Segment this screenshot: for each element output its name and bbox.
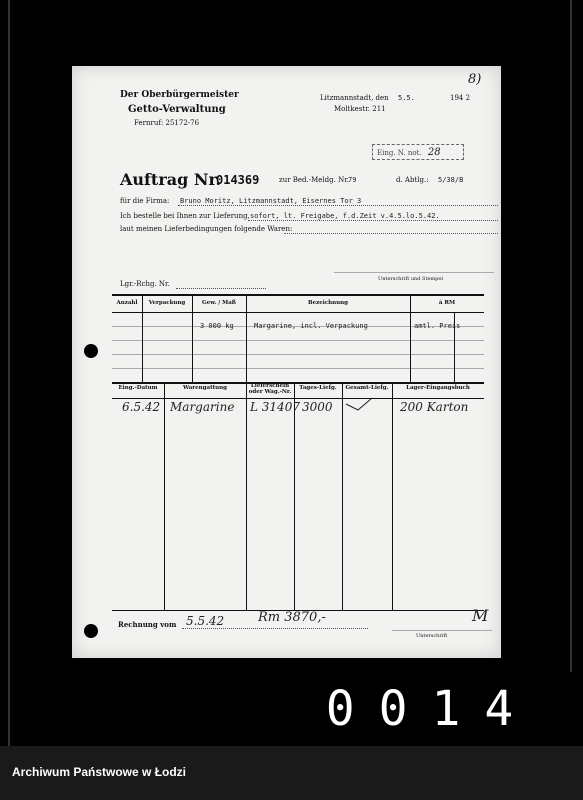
ledger-dotline <box>176 288 266 289</box>
archive-footer <box>0 746 583 800</box>
city-date-label: Litzmannstadt, den <box>320 94 389 102</box>
col-eing-datum: Eing.-Datum <box>118 385 158 391</box>
goods-table-top <box>112 294 484 296</box>
street-address: Moltkestr. 211 <box>334 105 386 113</box>
ledger-label: Lgr.-Rchg. Nr. <box>120 280 170 288</box>
invoice-label: Rechnung vom <box>118 620 177 629</box>
signature-caption: Unterschrift und Stempel <box>378 276 443 282</box>
receipt-stamp <box>372 144 464 160</box>
col-warengattung: Warengattung <box>183 385 227 391</box>
order-line-label: Ich bestelle bei Ihnen zur Lieferung, <box>120 212 250 220</box>
goods-table-header-line <box>112 312 484 313</box>
receipt-goods: Margarine <box>170 400 235 414</box>
receipt-date: 6.5.42 <box>122 400 161 414</box>
receipt-slip: L 31407 <box>250 400 300 414</box>
film-edge-left <box>8 0 10 746</box>
invoice-dotline <box>182 628 368 629</box>
date-day: 5.5. <box>398 94 415 102</box>
archive-name: Archiwum Państwowe w Łodzi <box>12 765 187 779</box>
office-name: Der Oberbürgermeister <box>120 90 239 100</box>
col-lieferschein: Lieferschein oder Wag.-Nr. <box>248 383 292 395</box>
signature-line <box>334 272 494 273</box>
col-lager-eingangsbuch: Lager-Eingangsbuch <box>406 385 470 391</box>
receipt-ledger: 200 Karton <box>400 400 469 414</box>
stamp-label: Eing. N. not. <box>377 149 422 157</box>
goods-description: Margarine, incl. Verpackung <box>254 322 368 330</box>
date-year: 194 2 <box>450 94 471 102</box>
ref-label: zur Bed.-Meldg. Nr. <box>279 176 350 184</box>
conditions-text: laut meinen Lieferbedingungen folgende Waren: <box>120 225 293 233</box>
department-name: Getto-Verwaltung <box>128 104 226 115</box>
order-line-value: sofort, lt. Freigabe, f.d.Zeit v.4.5.lo.5.42. <box>250 212 440 220</box>
invoice-sign-line <box>392 630 492 631</box>
dept-label: d. Abtlg.: <box>396 176 429 184</box>
punch-hole-lower <box>84 624 98 638</box>
col-verpackung: Verpackung <box>148 300 186 306</box>
invoice-date: 5.5.42 <box>186 614 225 628</box>
goods-weight: 3 000 kg <box>200 322 234 330</box>
film-edge-right <box>570 0 572 746</box>
checkmark-stroke <box>344 396 374 412</box>
col-anzahl: Anzahl <box>116 300 138 306</box>
initial-signature: M <box>472 606 489 625</box>
document-page <box>72 66 501 658</box>
col-tages-liefg: Tages-Liefg. <box>299 385 337 391</box>
invoice-amount: Rm 3870,- <box>258 610 326 625</box>
col-gewicht: Gew. / Maß <box>202 300 236 306</box>
frame-number: 0014 <box>280 672 583 746</box>
col-gesamt-liefg: Gesamt-Liefg. <box>345 385 389 391</box>
punch-hole-upper <box>84 344 98 358</box>
firm-value: Bruno Moritz, Litzmannstadt, Eisernes Tor 3 <box>180 197 362 205</box>
firm-label: für die Firma: <box>120 197 170 205</box>
firm-dotline <box>178 205 498 206</box>
phone-number: Fernruf: 25172-76 <box>134 119 200 127</box>
receipt-table-header-line <box>112 398 484 399</box>
col-preis: à RM <box>438 300 456 306</box>
page-mark: 8) <box>468 72 482 87</box>
col-bezeichnung: Bezeichnung <box>307 300 349 306</box>
goods-price: amtl. Preis <box>414 322 461 330</box>
order-number: 014369 <box>216 173 260 187</box>
invoice-sign-caption: Unterschrift <box>416 633 448 639</box>
receipt-daily: 3000 <box>302 400 333 414</box>
order-dotline <box>248 220 498 221</box>
conditions-dotline <box>284 233 498 234</box>
stamp-number: 28 <box>427 147 441 158</box>
ref-value: 79 <box>348 176 357 184</box>
order-title: Auftrag Nr. <box>120 170 222 189</box>
dept-value: 5/38/B <box>438 176 464 184</box>
